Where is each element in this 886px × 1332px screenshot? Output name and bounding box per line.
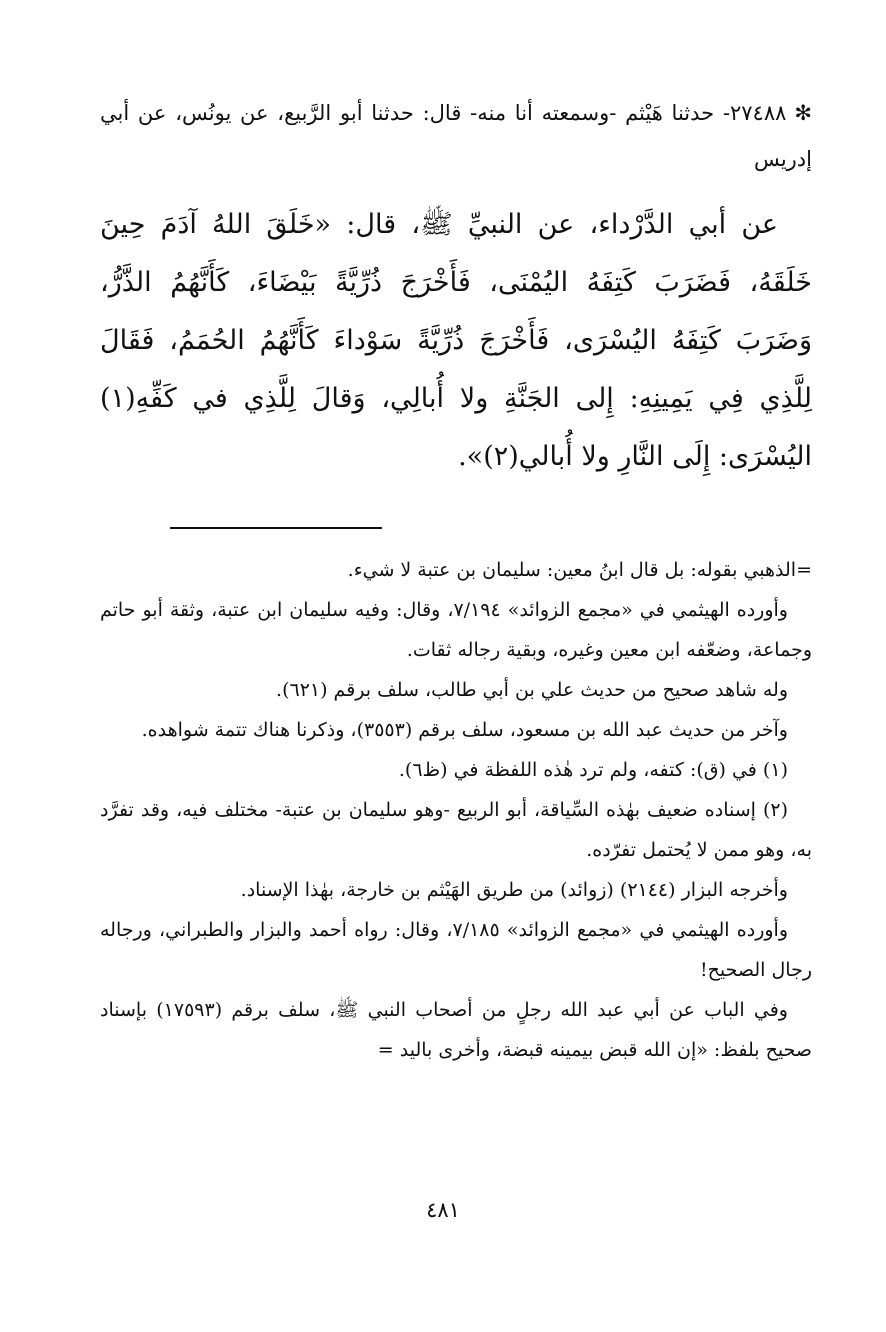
page-body	[100, 90, 812, 486]
footnote-paragraph: (١) في (ق): كتفه، ولم ترد هٰذه اللفظة في (ظ٦).	[398, 759, 788, 781]
footnotes	[100, 550, 812, 1070]
hadith-text	[100, 196, 812, 486]
footnote-paragraph: وأورده الهيثمي في «مجمع الزوائد» ٧/١٩٤، وقال: وفيه سليمان ابن عتبة، وثقة أبو حاتم وجماعة، وضعّفه ابن معين وغيره، وبقية رجاله ثقات.	[100, 599, 812, 661]
footnote-paragraph: وآخر من حديث عبد الله بن مسعود، سلف برقم (٣٥٥٣)، وذكرنا هناك تتمة شواهده.	[141, 719, 788, 741]
footnote-paragraph: =الذهبي بقوله: بل قال ابنُ معين: سليمان بن عتبة لا شيء.	[347, 559, 812, 581]
footnote-divider	[170, 527, 382, 529]
footnote-paragraph: وأخرجه البزار (٢١٤٤) (زوائد) من طريق الهَيْثم بن خارجة، بهٰذا الإسناد.	[240, 879, 788, 901]
footnote-paragraph: وأورده الهيثمي في «مجمع الزوائد» ٧/١٨٥، وقال: رواه أحمد والبزار والطبراني، ورجاله رجال الصحيح!	[100, 919, 812, 981]
hadith-matn: عن أبي الدَّرْداء، عن النبيِّ ﷺ، قال: «خَلَقَ اللهُ آدَمَ حِينَ خَلَقَهُ، فَضَرَبَ كَتِفَهُ اليُمْنَى، فَأَخْرَجَ ذُرِّيَّةً بَيْضَاءَ، كَأَنَّهُمُ الذَّرُّ، وَضَرَبَ كَتِفَهُ اليُسْرَى، فَأَخْرَجَ ذُرِّيَّةً سَوْداءَ كَأَنَّهُمُ الحُمَمُ، فَقَالَ لِلَّذِي فِي يَمِينِهِ: إِلى الجَنَّةِ ولا أُبالِي، وَقالَ لِلَّذِي في كَفِّهِ(١) اليُسْرَى: إِلَى النَّارِ ولا أُبالي(٢)».	[100, 209, 812, 472]
hadith-isnad: ٢٧٤٨٨- حدثنا هَيْثم -وسمعته أنا منه- قال: حدثنا أبو الرَّبيع، عن يونُس، عن أبي إدريس	[100, 101, 812, 171]
footnote-paragraph: وفي الباب عن أبي عبد الله رجلٍ من أصحاب النبي ﷺ، سلف برقم (١٧٥٩٣) بإسناد صحيح بلفظ: «إن الله قبض بيمينه قبضة، وأخرى باليد =	[100, 999, 812, 1061]
footnote-paragraph: وله شاهد صحيح من حديث علي بن أبي طالب، سلف برقم (٦٢١).	[276, 679, 788, 701]
hadith-header	[100, 90, 812, 182]
footnote-paragraph: (٢) إسناده ضعيف بهٰذه السِّياقة، أبو الربيع -وهو سليمان بن عتبة- مختلف فيه، وقد تفرَّد به، وهو ممن لا يُحتمل تفرّده.	[100, 799, 812, 861]
star-icon: ✻	[794, 101, 812, 125]
page-number: ٤٨١	[426, 1198, 460, 1222]
